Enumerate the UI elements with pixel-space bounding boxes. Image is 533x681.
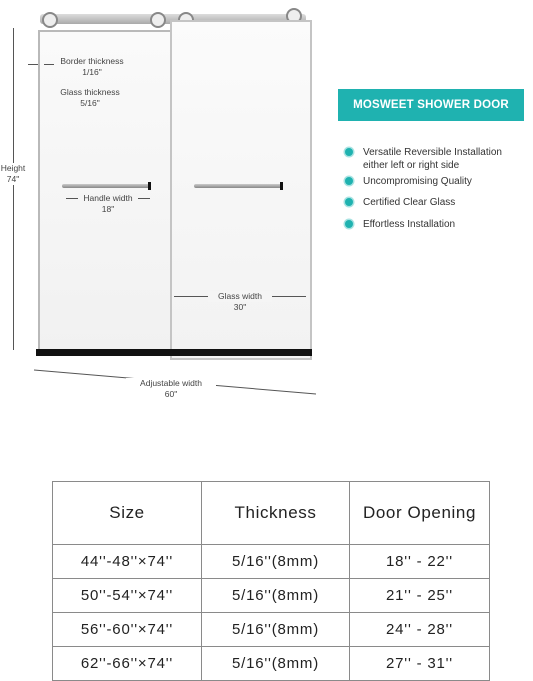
cell-door-opening: 21'' - 25'' — [350, 579, 490, 613]
cell-size: 62''-66''×74'' — [53, 647, 202, 681]
roller-icon — [42, 12, 58, 28]
bullet-icon — [345, 220, 353, 228]
glass-width-label: Glass width — [208, 291, 272, 302]
bottom-track — [36, 349, 312, 356]
table-row — [53, 545, 490, 579]
height-dimension-line — [13, 28, 14, 350]
glass-width-value: 30" — [233, 302, 247, 312]
feature-text: Uncompromising Quality — [363, 176, 472, 187]
feature-text: Versatile Reversible Installation — [363, 147, 502, 158]
height-value: 74" — [0, 174, 26, 185]
header-thickness: Thickness — [202, 482, 350, 545]
feature-item — [345, 196, 455, 209]
handle-cap — [148, 182, 151, 190]
handle-cap — [280, 182, 283, 190]
bullet-icon — [345, 177, 353, 185]
border-thickness-label: Border thickness — [60, 56, 124, 66]
right-handle — [194, 184, 282, 188]
header-size: Size — [53, 482, 202, 545]
cell-size: 44''-48''×74'' — [53, 545, 202, 579]
feature-item — [345, 146, 502, 172]
feature-item — [345, 218, 455, 231]
handle-width-value: 18" — [101, 204, 115, 214]
roller-icon — [150, 12, 166, 28]
cell-door-opening: 27'' - 31'' — [350, 647, 490, 681]
dimension-arrow — [28, 64, 38, 65]
cell-size: 50''-54''×74'' — [53, 579, 202, 613]
feature-text-line2: either left or right side — [363, 160, 460, 171]
adjustable-width-value: 60" — [164, 389, 178, 399]
product-title-banner: MOSWEET SHOWER DOOR — [338, 89, 524, 121]
handle-width-label: Handle width — [78, 193, 138, 204]
cell-size: 56''-60''×74'' — [53, 613, 202, 647]
height-label: Height — [0, 163, 26, 173]
left-handle — [62, 184, 150, 188]
adjustable-width-label: Adjustable width — [126, 378, 216, 389]
border-thickness-value: 1/16" — [82, 67, 102, 77]
table-row — [53, 579, 490, 613]
table-header-row — [53, 482, 490, 545]
bullet-icon — [345, 198, 353, 206]
bullet-icon — [345, 148, 353, 156]
table-row — [53, 647, 490, 681]
feature-text: Effortless Installation — [363, 219, 456, 230]
cell-door-opening: 18'' - 22'' — [350, 545, 490, 579]
spec-table — [52, 481, 490, 681]
feature-text: Certified Clear Glass — [363, 197, 456, 208]
cell-thickness: 5/16''(8mm) — [202, 545, 350, 579]
feature-item — [345, 175, 472, 188]
cell-thickness: 5/16''(8mm) — [202, 579, 350, 613]
cell-door-opening: 24'' - 28'' — [350, 613, 490, 647]
table-row — [53, 613, 490, 647]
glass-thickness-label: Glass thickness — [60, 87, 120, 97]
left-glass-panel — [38, 30, 172, 352]
cell-thickness: 5/16''(8mm) — [202, 613, 350, 647]
glass-thickness-value: 5/16" — [80, 98, 100, 108]
header-door-opening: Door Opening — [350, 482, 490, 545]
cell-thickness: 5/16''(8mm) — [202, 647, 350, 681]
